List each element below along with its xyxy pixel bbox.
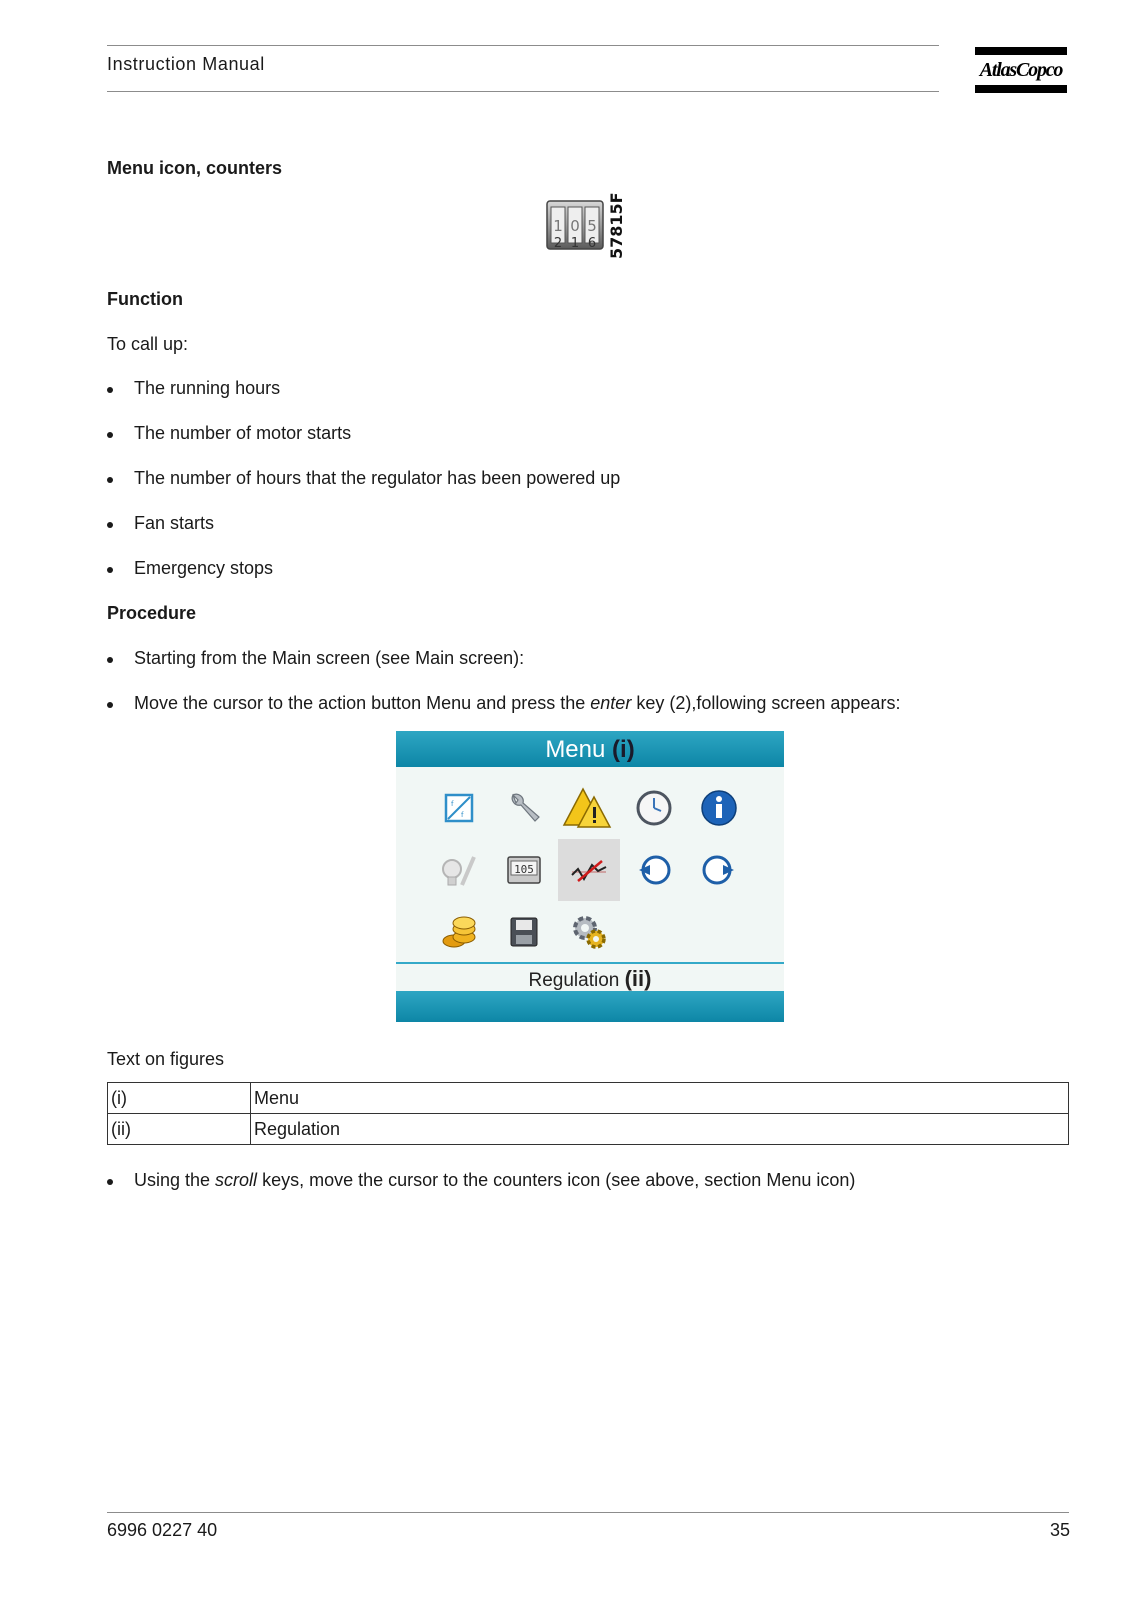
svg-text:f: f xyxy=(461,811,464,819)
table-cell-text: Menu xyxy=(251,1083,1069,1114)
counter-digit: 1 xyxy=(570,236,580,251)
procedure-heading: Procedure xyxy=(107,603,197,623)
event-history-icon[interactable] xyxy=(623,839,685,901)
counter-digit: 5 xyxy=(587,217,597,235)
counter-digit: 2 xyxy=(553,236,563,251)
inputs-icon[interactable] xyxy=(428,777,490,839)
test-icon[interactable] xyxy=(428,839,490,901)
settings-gear-icon[interactable] xyxy=(558,901,620,963)
screen-selected-label: Regulation (ii) xyxy=(528,966,652,991)
footer-rule xyxy=(107,1512,1069,1513)
table-row xyxy=(108,1114,1069,1145)
table-cell-ref: (ii) xyxy=(108,1114,251,1145)
function-intro: To call up: xyxy=(107,334,189,354)
header-top-rule xyxy=(107,45,939,46)
save-icon[interactable] xyxy=(493,901,555,963)
page-number: 35 xyxy=(1049,1520,1070,1540)
counter-digit: 0 xyxy=(570,217,580,235)
text-on-figures-table xyxy=(107,1082,1069,1145)
logo-wordmark: AtlasCopco xyxy=(979,59,1063,81)
menu-screen-figure xyxy=(396,731,784,1022)
text-on-figures-caption: Text on figures xyxy=(107,1049,225,1069)
header-bottom-rule xyxy=(107,91,939,92)
screen-counter-digits: 105 xyxy=(514,863,534,876)
info-icon[interactable] xyxy=(688,777,750,839)
menu-screen-title: Menu (i) xyxy=(396,731,784,767)
document-number: 6996 0227 40 xyxy=(107,1520,218,1540)
table-cell-ref: (i) xyxy=(108,1083,251,1114)
access-level-icon[interactable] xyxy=(688,839,750,901)
table-row xyxy=(108,1083,1069,1114)
regulation-icon[interactable] xyxy=(558,839,620,901)
data-coins-icon[interactable] xyxy=(428,901,490,963)
svg-text:f: f xyxy=(451,800,454,808)
counters-icon[interactable] xyxy=(493,839,555,901)
counters-figure xyxy=(546,193,628,259)
counters-icon xyxy=(546,193,628,259)
counter-digit: 1 xyxy=(553,217,563,235)
warning-icon[interactable] xyxy=(558,777,620,839)
counter-digit: 6 xyxy=(587,236,597,251)
screen-separator xyxy=(396,962,784,964)
screen-footer-bar xyxy=(396,991,784,1022)
header-title: Instruction Manual xyxy=(107,54,265,74)
wrench-icon[interactable] xyxy=(493,777,555,839)
table-cell-text: Regulation xyxy=(251,1114,1069,1145)
section-heading: Menu icon, counters xyxy=(107,158,283,178)
function-heading: Function xyxy=(107,289,183,309)
clock-icon[interactable] xyxy=(623,777,685,839)
figure-code: 57815F xyxy=(607,193,626,259)
atlas-copco-logo xyxy=(975,47,1067,93)
